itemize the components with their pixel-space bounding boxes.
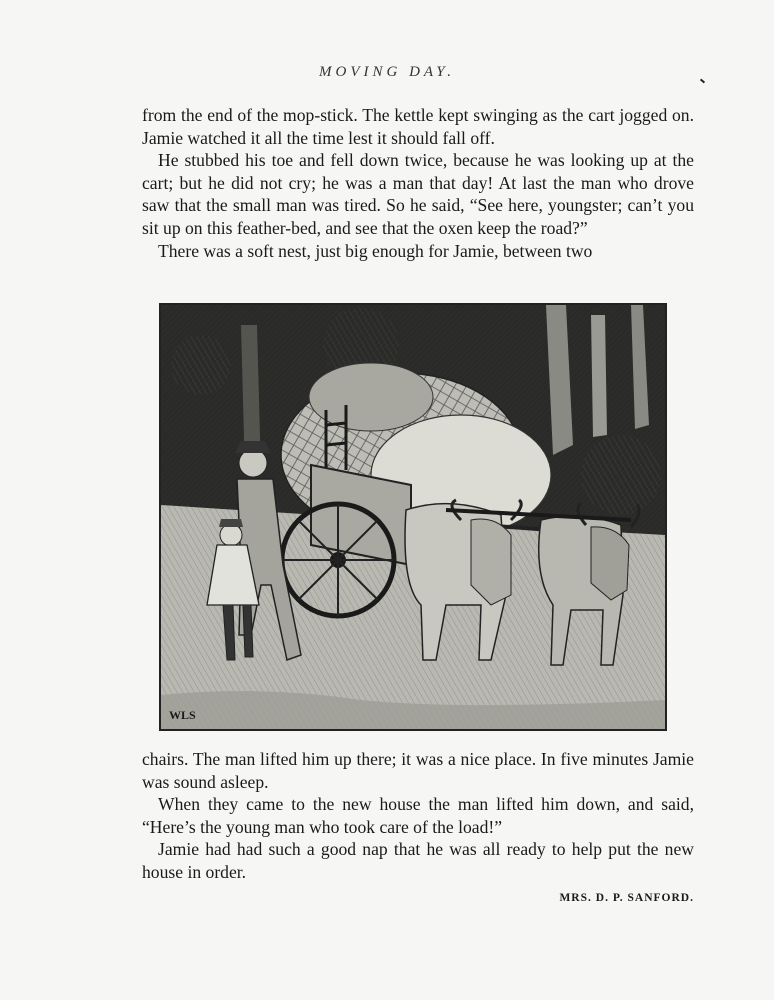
engraving-drawing <box>161 305 665 729</box>
author-signature: MRS. D. P. SANFORD. <box>559 892 694 904</box>
paragraph: from the end of the mop-stick. The kettle kept swinging as the cart jogged on. Jamie watched it all the time lest it should fall off. <box>142 105 694 148</box>
paragraph: There was a soft nest, just big enough for Jamie, between two <box>158 240 593 261</box>
paragraph: Jamie had had such a good nap that he was all ready to help put the new house in order. <box>142 839 694 882</box>
tree-trunk <box>591 315 607 437</box>
man <box>239 449 267 477</box>
paragraph: chairs. The man lifted him up there; it was a nice place. In five minutes Jamie was sound asleep. <box>142 749 694 792</box>
engraver-initials: WLS <box>169 708 196 722</box>
child <box>220 524 242 546</box>
bottom-text-block <box>142 748 694 884</box>
top-text-block <box>142 104 694 262</box>
ox-cart-engraving <box>159 303 667 731</box>
paragraph: When they came to the new house the man lifted him down, and said, “Here’s the young man who took care of the load!” <box>142 794 694 837</box>
running-head: MOVING DAY. <box>319 64 455 80</box>
paragraph: He stubbed his toe and fell down twice, because he was looking up at the cart; but he did not cry; he was a man that day! At last the man who drove saw that the small man was tired. So he said, “See here, youngster; can’t you sit up on this feather-bed, and see that the oxen keep the road?” <box>142 150 694 238</box>
